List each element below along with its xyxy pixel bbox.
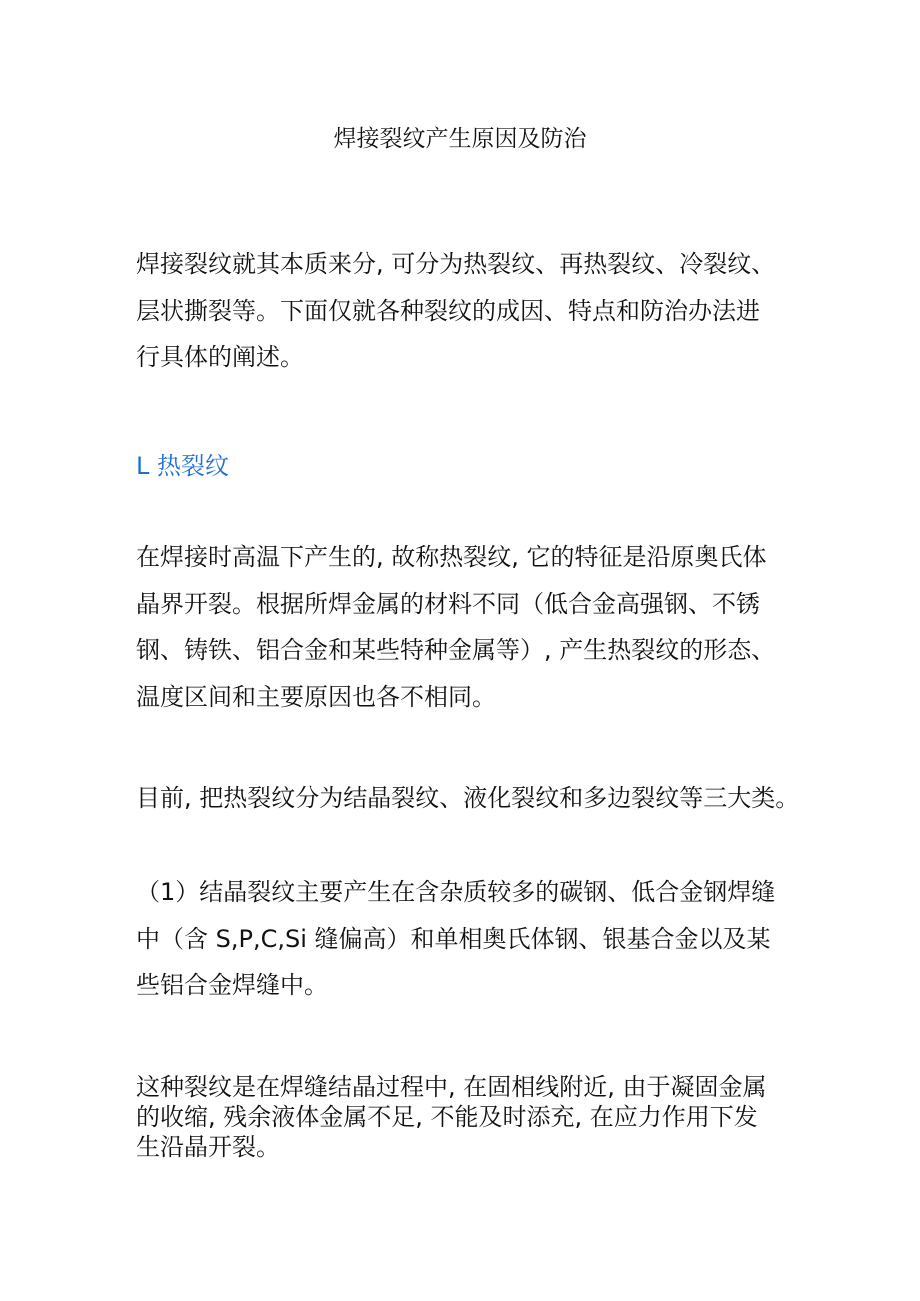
- paragraph-1-line-1: 在焊接时高温下产生的, 故称热裂纹, 它的特征是沿原奥氏体: [136, 543, 767, 571]
- paragraph-3-line-2: 中（含 S,P,C,Si 缝偏高）和单相奥氏体钢、银基合金以及某: [136, 924, 771, 953]
- paragraph-hot-crack-definition: [136, 534, 808, 720]
- intro-paragraph: [136, 241, 808, 381]
- paragraph-2-line-1: 目前, 把热裂纹分为结晶裂纹、液化裂纹和多边裂纹等三大类。: [136, 784, 800, 812]
- paragraph-hot-crack-categories: [136, 775, 808, 822]
- paragraph-1-line-2: 晶界开裂。根据所焊金属的材料不同（低合金高强钢、不锈: [136, 589, 760, 618]
- intro-line-2: 层状撕裂等。下面仅就各种裂纹的成因、特点和防治办法进: [136, 296, 760, 325]
- paragraph-crystal-crack-mechanism: [136, 1072, 808, 1162]
- paragraph-1-line-3: 钢、铸铁、铝合金和某些特种金属等）, 产生热裂纹的形态、: [136, 636, 776, 664]
- paragraph-4-line-1: 这种裂纹是在焊缝结晶过程中, 在固相线附近, 由于凝固金属: [136, 1073, 767, 1101]
- paragraph-4-line-2: 的收缩, 残余液体金属不足, 不能及时添充, 在应力作用下发: [136, 1103, 758, 1131]
- paragraph-4-line-3: 生沿晶开裂。: [136, 1133, 280, 1161]
- paragraph-crystal-crack: [136, 869, 808, 1009]
- paragraph-1-line-4: 温度区间和主要原因也各不相同。: [136, 682, 496, 711]
- paragraph-3-line-3: 些铝合金焊缝中。: [136, 971, 328, 999]
- intro-line-3: 行具体的阐述。: [136, 343, 304, 371]
- intro-line-1: 焊接裂纹就其本质来分, 可分为热裂纹、再热裂纹、冷裂纹、: [136, 250, 776, 278]
- document-title: 焊接裂纹产生原因及防治: [333, 126, 587, 152]
- section-heading-hot-crack: L 热裂纹: [136, 452, 229, 480]
- paragraph-3-line-1: （1）结晶裂纹主要产生在含杂质较多的碳钢、低合金钢焊缝: [136, 878, 776, 906]
